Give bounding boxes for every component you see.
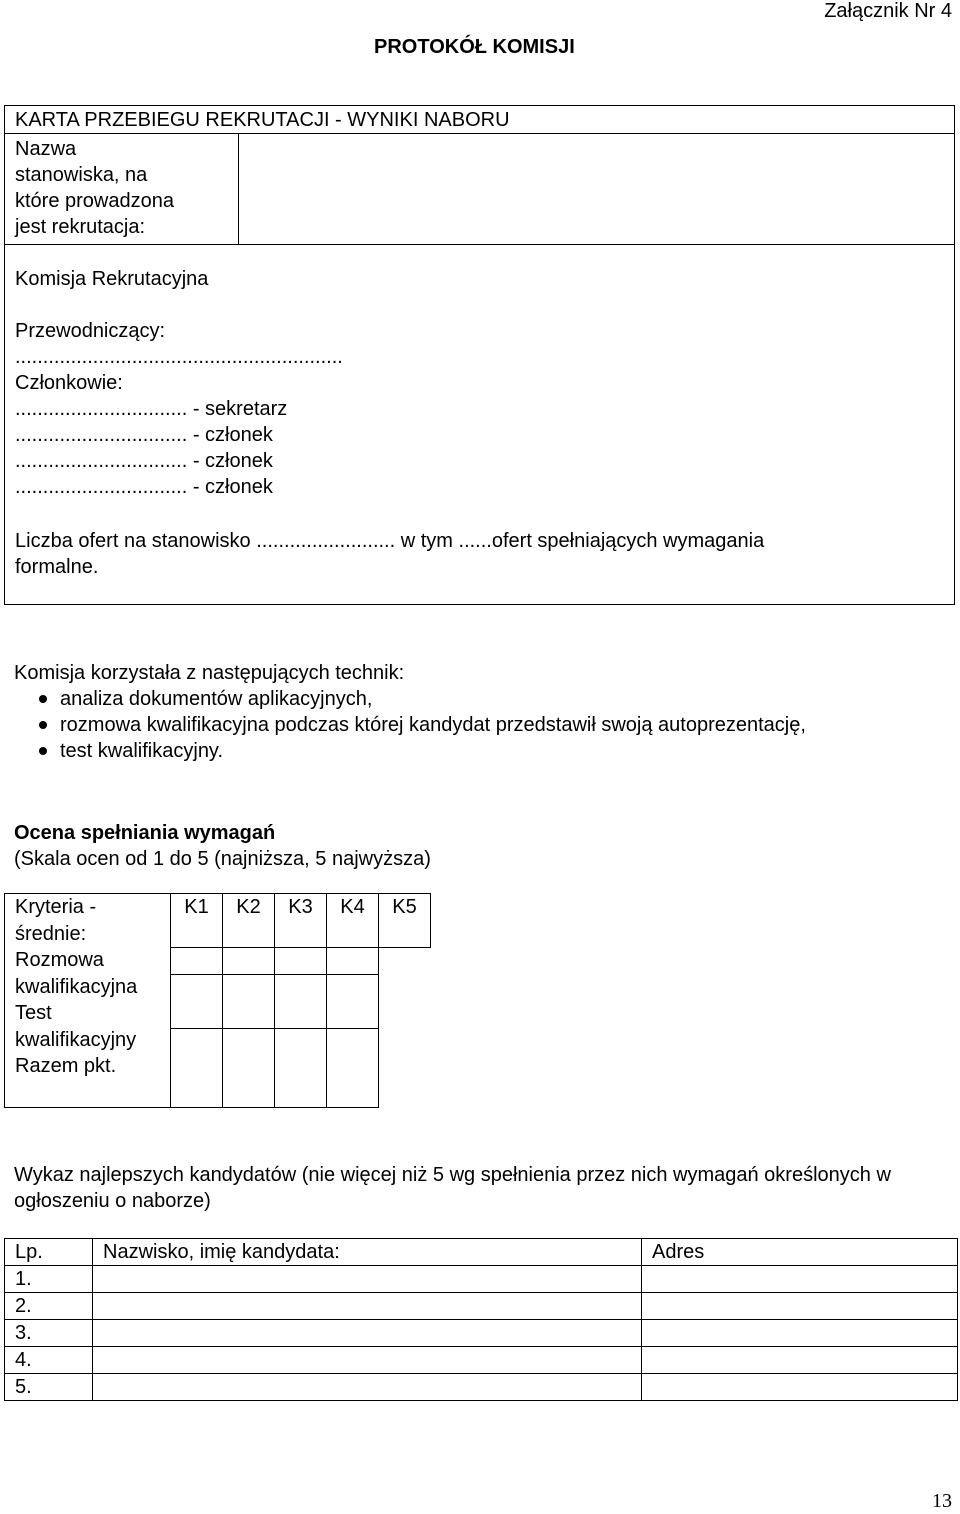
table-row: 3. (5, 1320, 958, 1347)
blank-cell (379, 948, 431, 1108)
annex-label: Załącznik Nr 4 (824, 0, 952, 22)
techniques-list (14, 686, 806, 764)
assessment-scale: (Skala ocen od 1 do 5 (najniższa, 5 najwyższa) (14, 848, 431, 870)
members-label: Członkowie: (15, 372, 123, 394)
score-cell[interactable] (327, 948, 379, 975)
member-line: ............................... - członek (15, 476, 273, 498)
score-cell[interactable] (171, 948, 223, 975)
score-cell[interactable] (275, 948, 327, 975)
score-cell[interactable] (223, 975, 275, 1029)
criteria-table (4, 893, 431, 1108)
page-number: 13 (932, 1490, 952, 1512)
protocol-title: PROTOKÓŁ KOMISJI (374, 36, 575, 58)
position-row (5, 134, 954, 245)
list-item: rozmowa kwalifikacyjna podczas której kandydat przedstawił swoją autoprezentację, (14, 712, 806, 738)
table-row: 4. (5, 1347, 958, 1374)
assessment-title: Ocena spełniania wymagań (14, 822, 276, 844)
member-line: ............................... - sekretarz (15, 398, 288, 420)
offers-line-cont: formalne. (15, 556, 99, 578)
member-line: ............................... - członek (15, 450, 273, 472)
table-row: 1. (5, 1266, 958, 1293)
candidate-name-cell[interactable] (93, 1293, 642, 1320)
candidates-table (4, 1238, 958, 1401)
score-cell[interactable] (275, 1029, 327, 1108)
score-cell[interactable] (171, 1029, 223, 1108)
table-row: 2. (5, 1293, 958, 1320)
candidate-name-cell[interactable] (93, 1374, 642, 1401)
candidate-name-cell[interactable] (93, 1347, 642, 1374)
bullet-icon (39, 747, 47, 755)
score-cell[interactable] (327, 975, 379, 1029)
score-cell[interactable] (275, 975, 327, 1029)
candidate-address-cell[interactable] (642, 1374, 958, 1401)
list-item: test kwalifikacyjny. (14, 738, 806, 764)
score-cell[interactable] (223, 948, 275, 975)
candidate-name-cell[interactable] (93, 1320, 642, 1347)
criteria-labels: Kryteria - średnie: Rozmowa kwalifikacyjna Test kwalifikacyjny Razem pkt. (5, 894, 171, 1108)
chair-label: Przewodniczący: (15, 320, 166, 342)
score-cell[interactable] (327, 1029, 379, 1108)
offers-line: Liczba ofert na stanowisko ......................... w tym ......ofert spełniających wymagania (15, 530, 765, 552)
position-label: Nazwa stanowiska, na które prowadzona jest rekrutacja: (15, 138, 174, 238)
bullet-icon (39, 695, 47, 703)
chair-dots: ........................................................... (15, 346, 343, 368)
candidate-address-cell[interactable] (642, 1266, 958, 1293)
member-line: ............................... - członek (15, 424, 273, 446)
column-header: K2 (223, 894, 275, 948)
table-row: 5. (5, 1374, 958, 1401)
candidate-address-cell[interactable] (642, 1320, 958, 1347)
position-value-field[interactable] (238, 134, 954, 244)
score-cell[interactable] (223, 1029, 275, 1108)
bullet-icon (39, 721, 47, 729)
score-cell[interactable] (171, 975, 223, 1029)
column-header: K4 (327, 894, 379, 948)
column-header: Lp. (5, 1239, 93, 1266)
candidate-address-cell[interactable] (642, 1347, 958, 1374)
candidates-title: Wykaz najlepszych kandydatów (nie więcej niż 5 wg spełnienia przez nich wymagań określonych w ogłoszeniu o naborze) (14, 1164, 891, 1212)
column-header: Nazwisko, imię kandydata: (93, 1239, 642, 1266)
column-header: K1 (171, 894, 223, 948)
techniques-intro: Komisja korzystała z następujących technik: (14, 662, 405, 684)
candidate-name-cell[interactable] (93, 1266, 642, 1293)
card-header: KARTA PRZEBIEGU REKRUTACJI - WYNIKI NABORU (5, 106, 954, 134)
committee-label: Komisja Rekrutacyjna (15, 268, 209, 290)
recruitment-card (4, 105, 955, 605)
candidate-address-cell[interactable] (642, 1293, 958, 1320)
column-header: Adres (642, 1239, 958, 1266)
list-item: analiza dokumentów aplikacyjnych, (14, 686, 806, 712)
column-header: K3 (275, 894, 327, 948)
column-header: K5 (379, 894, 431, 948)
